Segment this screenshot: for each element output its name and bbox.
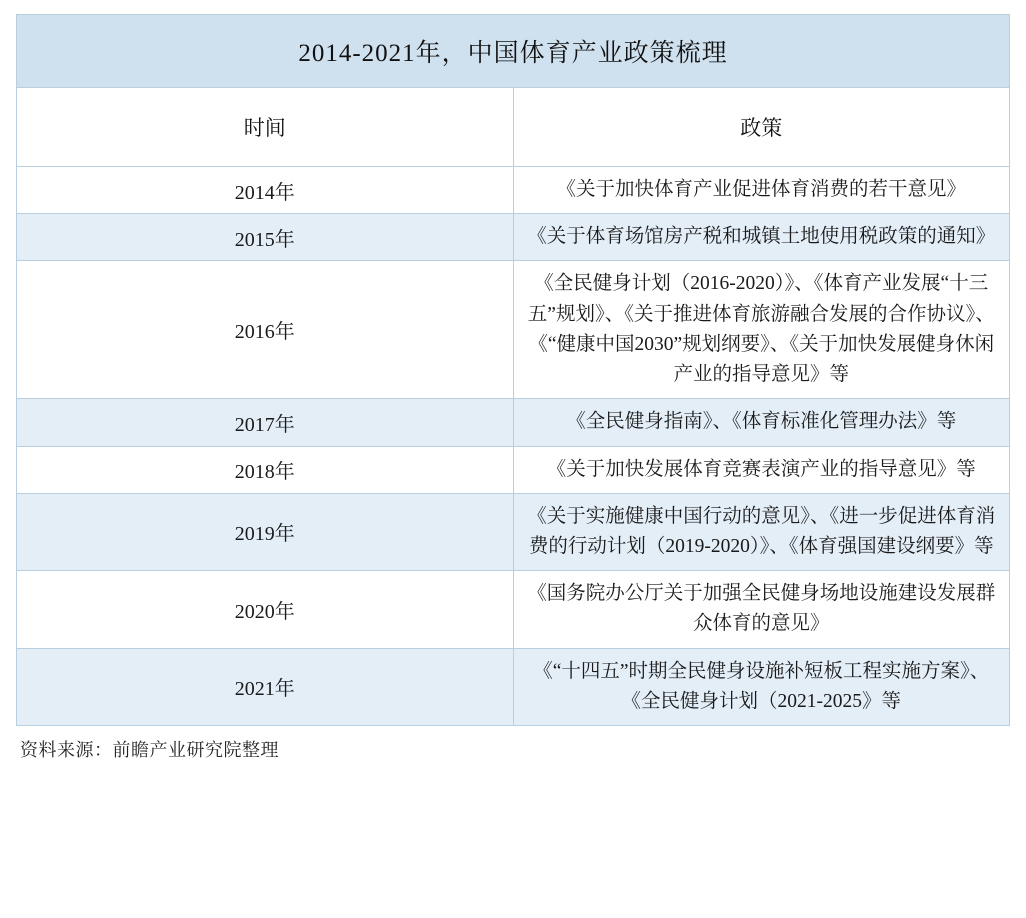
column-header-policy: 政策	[513, 88, 1010, 167]
cell-time: 2020年	[17, 571, 514, 648]
table-body	[17, 15, 1010, 726]
table-row	[17, 571, 1010, 648]
column-header-time: 时间	[17, 88, 514, 167]
cell-time: 2019年	[17, 493, 514, 570]
table-row	[17, 214, 1010, 261]
policy-table	[16, 14, 1010, 726]
table-row	[17, 167, 1010, 214]
table-row	[17, 648, 1010, 725]
table-row	[17, 446, 1010, 493]
page-title: 2014-2021年，中国体育产业政策梳理	[17, 15, 1010, 88]
cell-policy: 《关于加快发展体育竞赛表演产业的指导意见》等	[513, 446, 1010, 493]
cell-time: 2021年	[17, 648, 514, 725]
cell-policy: 《全民健身计划（2016-2020）》、《体育产业发展“十三五”规划》、《关于推进体育旅游融合发展的合作协议》、《“健康中国2030”规划纲要》、《关于加快发展健身休闲产业的指导意见》等	[513, 261, 1010, 399]
table-row	[17, 399, 1010, 446]
cell-time: 2018年	[17, 446, 514, 493]
table-header-row	[17, 88, 1010, 167]
cell-time: 2015年	[17, 214, 514, 261]
cell-policy: 《全民健身指南》、《体育标准化管理办法》等	[513, 399, 1010, 446]
cell-time: 2014年	[17, 167, 514, 214]
cell-policy: 《关于体育场馆房产税和城镇土地使用税政策的通知》	[513, 214, 1010, 261]
table-row	[17, 493, 1010, 570]
cell-policy: 《“十四五”时期全民健身设施补短板工程实施方案》、《全民健身计划（2021-2025》等	[513, 648, 1010, 725]
cell-policy: 《关于加快体育产业促进体育消费的若干意见》	[513, 167, 1010, 214]
source-note: 资料来源：前瞻产业研究院整理	[20, 740, 279, 761]
table-title-row	[17, 15, 1010, 88]
cell-policy: 《关于实施健康中国行动的意见》、《进一步促进体育消费的行动计划（2019-2020）》、《体育强国建设纲要》等	[513, 493, 1010, 570]
cell-time: 2016年	[17, 261, 514, 399]
cell-policy: 《国务院办公厅关于加强全民健身场地设施建设发展群众体育的意见》	[513, 571, 1010, 648]
table-row	[17, 261, 1010, 399]
cell-time: 2017年	[17, 399, 514, 446]
